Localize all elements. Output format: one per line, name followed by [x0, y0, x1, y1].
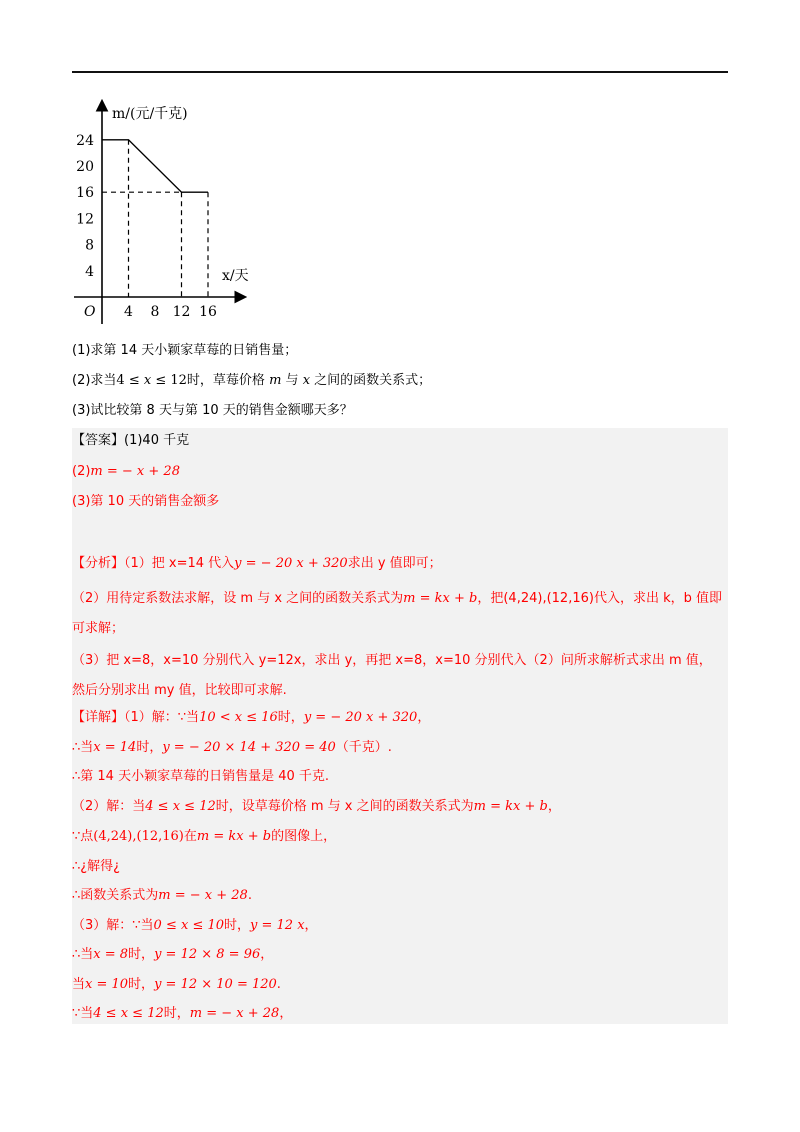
analysis-line-3: （3）把 x=8，x=10 分别代入 y=12x，求出 y，再把 x=8，x=10 分别代入（2）问所求解析式求出 m 值，然后分别求出 my 值，比较即可求解. [72, 653, 712, 698]
x-tick-label: 16 [199, 304, 217, 320]
detail-line-2: ∴当x = 14时，y = − 20 × 14 + 320 = 40（千克）. [72, 740, 392, 755]
question-3: (3)试比较第 8 天与第 10 天的销售金额哪天多？ [72, 403, 353, 418]
y-tick-label: 24 [76, 132, 94, 149]
question-1: (1)求第 14 天小颖家草莓的日销售量； [72, 343, 298, 358]
x-tick-label: 4 [124, 304, 133, 320]
detail-line-5: ∵点(4,24),(12,16)在m = kx + b的图像上， [72, 829, 337, 844]
y-tick-label: 16 [76, 185, 94, 202]
detail-line-4: （2）解：当4 ≤ x ≤ 12时，设草莓价格 m 与 x 之间的函数关系式为m = kx + b， [72, 799, 561, 814]
detail-line-7: ∴函数关系式为m = − x + 28. [72, 888, 252, 903]
price-graph [64, 92, 264, 324]
answer-line-2: (2)m = − x + 28 [72, 464, 180, 479]
analysis-line-1: 【分析】（1）把 x=14 代入y = − 20 x + 320求出 y 值即可； [72, 556, 442, 571]
price-series-line [102, 140, 208, 192]
top-rule [72, 71, 728, 73]
answer-line-3: (3)第 10 天的销售金额多 [72, 494, 220, 509]
question-2: (2)求当4 ≤ x ≤ 12时，草莓价格 m 与 x 之间的函数关系式； [72, 373, 432, 388]
detail-line-10: 当x = 10时，y = 12 × 10 = 120. [72, 977, 281, 992]
y-tick-label: 4 [85, 263, 94, 280]
y-tick-label: 12 [76, 211, 94, 228]
analysis-line-2: （2）用待定系数法求解，设 m 与 x 之间的函数关系式为m = kx + b，把(4,24),(12,16)代入，求出 k，b 值即可求解； [72, 591, 722, 636]
detail-line-11: ∵当4 ≤ x ≤ 12时，m = − x + 28， [72, 1006, 293, 1021]
x-tick-label: 8 [150, 304, 160, 320]
x-axis-label: x/天 [222, 268, 249, 284]
y-axis-label: m/(元/千克) [112, 106, 188, 122]
y-tick-label: 20 [76, 159, 94, 175]
detail-line-8: （3）解：∵当0 ≤ x ≤ 10时，y = 12 x， [72, 918, 318, 933]
x-tick-label: 12 [172, 304, 191, 320]
y-tick-label: 8 [85, 237, 94, 254]
detail-line-3: ∴第 14 天小颖家草莓的日销售量是 40 千克. [72, 769, 330, 784]
detail-line-9: ∴当x = 8时，y = 12 × 8 = 96， [72, 947, 274, 962]
detail-line-6: ∴¿解得¿ [72, 859, 121, 874]
answer-line-1: 【答案】(1)40 千克 [72, 433, 190, 448]
detail-line-1: 【详解】（1）解：∵当10 < x ≤ 16时，y = − 20 x + 320， [72, 710, 431, 725]
origin-label: O [84, 304, 96, 320]
